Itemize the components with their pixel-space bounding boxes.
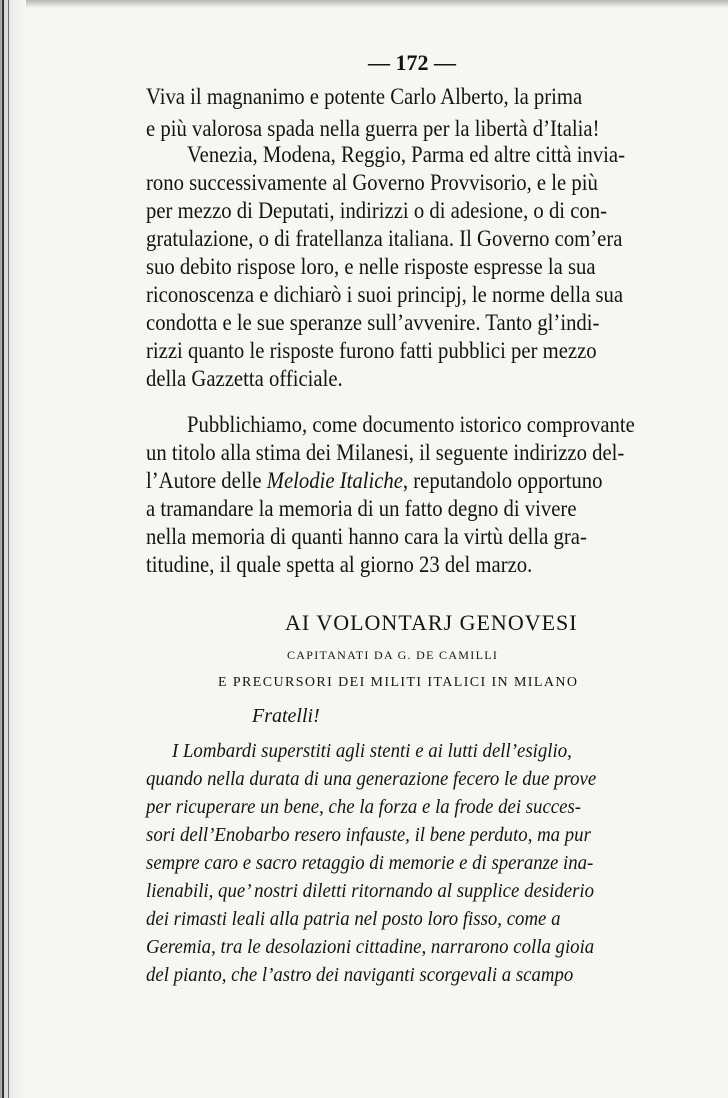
address-subheading-2: E PRECURSORI DEI MILITI ITALICI IN MILANO (218, 675, 579, 690)
address-heading: AI VOLONTARJ GENOVESI (285, 610, 578, 635)
page-top-shadow (0, 0, 728, 8)
p2-line-2: rono successivamente al Governo Provvisorio, e le più (146, 170, 598, 195)
p2-line-7: condotta e le sue speranze sull’avvenire. Tanto gl’indi- (146, 310, 600, 335)
p2-line-6: riconoscenza e dichiarò i suoi principj, le norme della sua (146, 282, 624, 307)
p3-line-3 (146, 468, 602, 494)
page-number: — 172 — (368, 50, 456, 75)
address-line-9: del pianto, che l’astro dei naviganti scorgevali a scampo (146, 964, 574, 986)
p2-line-5: suo debito rispose loro, e nelle risposte espresse la sua (146, 254, 596, 279)
p3-line-3-pre: l’Autore delle (146, 468, 267, 493)
p2-line-3: per mezzo di Deputati, indirizzi o di adesione, o di con- (146, 198, 608, 223)
p3-line-6: titudine, il quale spetta al giorno 23 del marzo. (146, 552, 533, 577)
address-line-3: per ricuperare un bene, che la forza e la frode dei succes- (146, 796, 582, 818)
p3-line-3-post: , reputandolo opportuno (402, 468, 603, 493)
address-line-2: quando nella durata di una generazione fecero le due prove (146, 768, 597, 790)
address-line-6: lienabili, que’ nostri diletti ritornando al supplice desiderio (146, 880, 595, 902)
address-subheading-1: CAPITANATI DA G. DE CAMILLI (287, 648, 499, 662)
p3-line-1: Pubblichiamo, come documento istorico comprovante (187, 412, 635, 437)
p3-line-2: un titolo alla stima dei Milanesi, il seguente indirizzo del- (146, 440, 625, 465)
p1-line-2: e più valorosa spada nella guerra per la libertà d’Italia! (146, 116, 600, 141)
address-line-7: dei rimasti leali alla patria nel posto loro fisso, come a (146, 908, 561, 930)
address-line-8: Geremia, tra le desolazioni cittadine, narrarono colla gioia (146, 936, 595, 958)
salutation: Fratelli! (252, 705, 320, 727)
address-line-5: sempre caro e sacro retaggio di memorie e di speranze ina- (146, 852, 594, 874)
p2-line-9: della Gazzetta officiale. (146, 366, 343, 391)
address-line-1: I Lombardi superstiti agli stenti e ai lutti dell’esiglio, (172, 740, 572, 762)
p3-line-5: nella memoria di quanti hanno cara la virtù della gra- (146, 524, 587, 549)
p2-line-4: gratulazione, o di fratellanza italiana. Il Governo com’era (146, 226, 623, 251)
p2-line-8: rizzi quanto le risposte furono fatti pubblici per mezzo (146, 338, 597, 363)
p3-line-4: a tramandare la memoria di un fatto degno di vivere (146, 496, 577, 521)
p1-line-1: Viva il magnanimo e potente Carlo Alberto, la prima (146, 84, 583, 109)
melodie-italiche-title: Melodie Italiche (266, 468, 403, 493)
address-line-4: sori dell’Enobarbo resero infauste, il bene perduto, ma pur (146, 824, 591, 846)
p2-line-1: Venezia, Modena, Reggio, Parma ed altre città invia- (187, 142, 625, 167)
binding-line-outer (2, 0, 4, 1098)
binding-line-inner (8, 0, 9, 1098)
